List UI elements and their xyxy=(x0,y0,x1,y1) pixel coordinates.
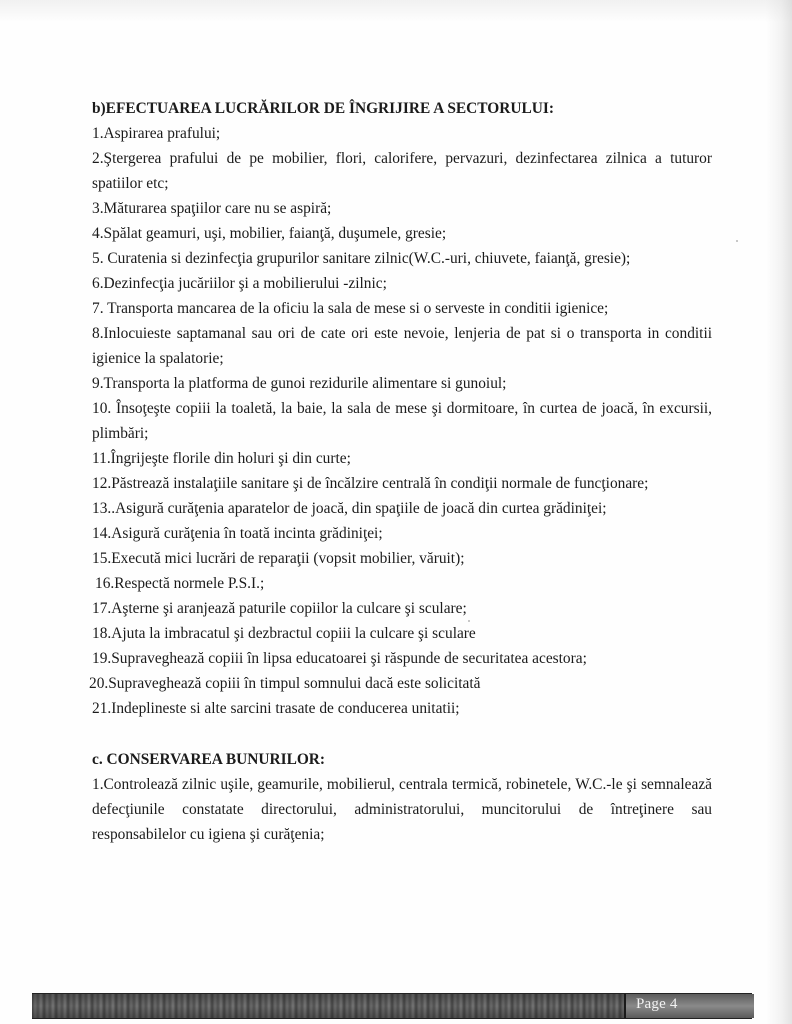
list-item: 19.Supraveghează copiii în lipsa educatoarei şi răspunde de securitatea acestora; xyxy=(92,650,587,667)
scan-top-shadow xyxy=(0,0,792,22)
list-item: 4.Spălat geamuri, uşi, mobilier, faianţă, duşumele, gresie; xyxy=(92,225,447,242)
list-item: 21.Indeplineste si alte sarcini trasate de conducerea unitatii; xyxy=(92,700,460,717)
document-body xyxy=(89,96,712,847)
list-item: 7. Transporta mancarea de la oficiu la sala de mese si o serveste in conditii igienice; xyxy=(92,300,609,317)
footer-bar xyxy=(32,994,624,1018)
page-number: Page 4 xyxy=(636,996,678,1012)
list-item: 20.Supraveghează copiii în timpul somnului dacă este solicitată xyxy=(89,675,481,692)
page-footer xyxy=(32,993,752,1019)
section-gap xyxy=(92,721,712,747)
list-item: 16.Respectă normele P.S.I.; xyxy=(95,575,265,592)
list-item: 9.Transporta la platforma de gunoi rezidurile alimentare si gunoiul; xyxy=(92,375,507,392)
list-item: 13..Asigură curăţenia aparatelor de joacă, din spaţiile de joacă din curtea grădiniţei; xyxy=(92,500,607,517)
list-item: 2.Ştergerea prafului de pe mobilier, flori, calorifere, pervazuri, dezinfectarea zilnica a tuturor spatiilor etc; xyxy=(92,150,712,192)
list-item: 5. Curatenia si dezinfecţia grupurilor sanitare zilnic(W.C.-uri, chiuvete, faianţă, gresie); xyxy=(92,250,631,267)
list-item: 12.Păstrează instalaţiile sanitare şi de încălzire centrală în condiţii normale de funcţionare; xyxy=(92,475,649,492)
scan-edge-shadow xyxy=(766,0,792,1024)
list-item: 3.Măturarea spaţiilor care nu se aspiră; xyxy=(92,200,332,217)
scan-speck xyxy=(736,240,738,242)
list-item: 10. Însoţeşte copiii la toaletă, la baie, la sala de mese şi dormitoare, în curtea de joacă, în excursii, plimbări; xyxy=(92,400,712,442)
list-item: 11.Îngrijeşte florile din holuri şi din curte; xyxy=(92,450,351,467)
list-item: 8.Inlocuieste saptamanal sau ori de cate ori este nevoie, lenjeria de pat si o transporta in conditii igienice la spalatorie; xyxy=(92,325,712,367)
page-number-box xyxy=(624,994,754,1018)
list-item: 15.Execută mici lucrări de reparaţii (vopsit mobilier, văruit); xyxy=(92,550,465,567)
section-b-title: b)EFECTUAREA LUCRĂRILOR DE ÎNGRIJIRE A SECTORULUI: xyxy=(92,100,554,117)
list-item: 17.Aşterne şi aranjează paturile copiilor la culcare şi sculare; xyxy=(92,600,467,617)
section-c-title: c. CONSERVAREA BUNURILOR: xyxy=(92,751,326,768)
list-item: 18.Ajuta la imbracatul şi dezbractul copiii la culcare şi sculare xyxy=(92,625,476,642)
list-item: 14.Asigură curăţenia în toată incinta grădiniţei; xyxy=(92,525,383,542)
list-item: 1.Controlează zilnic uşile, geamurile, mobilierul, centrala termică, robinetele, W.C.-le şi semnalează defecţiunile constatate directorului, administratorului, muncitorului de întreţinere sau responsabilelor cu igiena şi curăţenia; xyxy=(92,776,712,843)
list-item: 6.Dezinfecţia jucăriilor şi a mobilierului -zilnic; xyxy=(92,275,387,292)
list-item: 1.Aspirarea prafului; xyxy=(92,125,221,142)
